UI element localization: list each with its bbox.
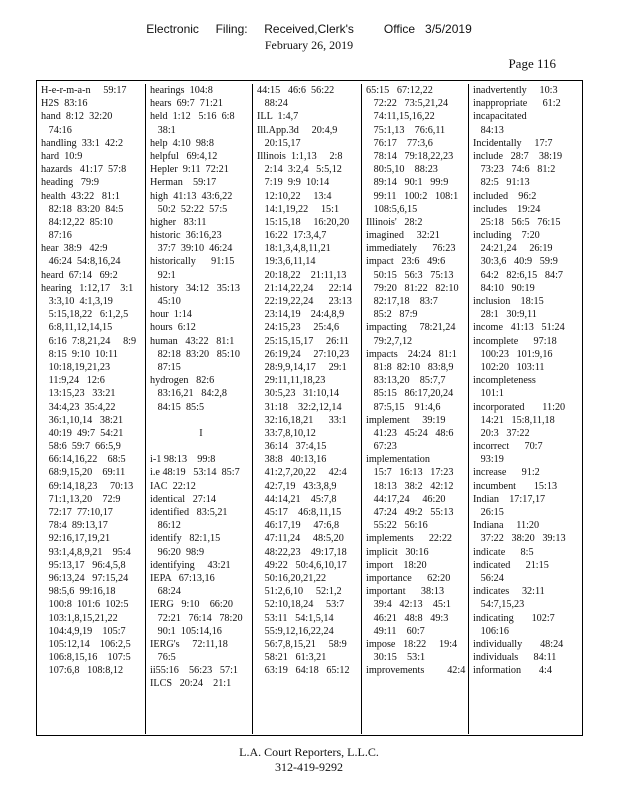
index-entry-line: 25:15,15,17 26:11	[257, 335, 349, 347]
index-entry-line: Indiana 11:20	[473, 520, 540, 532]
index-entry-line: 100:23 101:9,16	[473, 348, 553, 360]
index-entry-line: 87:5,15 91:4,6	[366, 401, 441, 413]
index-entry-line: 29:11,11,18,23	[257, 375, 326, 387]
index-entry-line: increase 91:2	[473, 467, 540, 479]
index-entry-line: 55:9,12,16,22,24	[257, 625, 334, 637]
index-entry-line: 80:5,10 88:23	[366, 164, 438, 176]
index-entry-line: 68:24	[150, 586, 181, 598]
index-column-5	[468, 84, 582, 734]
index-entry-line: 106:8,15,16 107:5	[41, 652, 131, 664]
index-entry-line: 41:2,7,20,22 42:4	[257, 467, 347, 479]
index-entry-line	[150, 440, 252, 453]
index-entry-line: 74:16	[41, 124, 72, 136]
index-entry-line: 21:14,22,24 22:14	[257, 282, 352, 294]
index-entry-line: 64:2 82:6,15 84:7	[473, 269, 563, 281]
index-entry-line: 51:2,6,10 52:1,2	[257, 586, 342, 598]
index-entry-line: 26:19,24 27:10,23	[257, 348, 350, 360]
index-entry-line: 32:16,18,21 33:1	[257, 414, 347, 426]
index-entry-line: import 18:20	[366, 559, 427, 571]
index-column-3	[252, 84, 361, 734]
index-entry-line: inappropriate 61:2	[473, 98, 561, 110]
index-entry-line: 33:7,8,10,12	[257, 427, 316, 439]
index-entry-line: high 41:13 43:6,22	[150, 190, 233, 202]
index-entry-line: 8:15 9:10 10:11	[41, 348, 118, 360]
index-entry-line: 28:1 30:9,11	[473, 309, 537, 321]
index-entry-line: 39:4 42:13 45:1	[366, 599, 451, 611]
index-entry-line: 96:13,24 97:15,24	[41, 572, 129, 584]
index-entry-line: 72:22 73:5,21,24	[366, 98, 449, 110]
filing-date: February 26, 2019	[264, 38, 354, 52]
index-entry-line: help 4:10 98:8	[150, 137, 214, 149]
index-column-1	[37, 84, 144, 734]
index-entry-line: 63:19 64:18 65:12	[257, 665, 350, 677]
index-entry-line: 22:19,22,24 23:13	[257, 296, 352, 307]
index-entry-line: 30:3,6 40:9 59:9	[473, 256, 558, 268]
index-entry-line: held 1:12 5:16 6:8	[150, 111, 235, 123]
index-entry-line: 82:18 83:20 84:5	[41, 203, 124, 215]
index-entry-line: heard 67:14 69:2	[41, 269, 118, 281]
index-entry-line: 53:11 54:1,5,14	[257, 612, 334, 624]
index-entry-line: 82:5 91:13	[473, 177, 530, 189]
index-entry-line: 106:16	[473, 625, 509, 637]
index-entry-line: 20:18,22 21:11,13	[257, 269, 347, 281]
index-entry-line: included 96:2	[473, 190, 537, 202]
index-entry-line: identify 82:1,15	[150, 533, 221, 545]
index-entry-line: 49:11 60:7	[366, 625, 425, 637]
index-entry-line: 83:13,20 85:7,7	[366, 375, 446, 387]
page-number: Page 116	[508, 56, 556, 71]
index-entry-line: Illinois' 28:2	[366, 216, 423, 228]
index-entry-line: 18:13 38:2 42:12	[366, 480, 454, 492]
index-entry-line: human 43:22 81:1	[150, 335, 235, 347]
index-entry-line: immediately 76:23	[366, 243, 456, 255]
index-entry-line: 24:21,24 26:19	[473, 243, 553, 255]
index-entry-line: 67:23	[366, 441, 397, 453]
index-entry-line: include 28:7 38:19	[473, 150, 563, 162]
index-entry-line: 40:19 49:7 54:21	[41, 427, 124, 439]
index-entry-line: 46:21 48:8 49:3	[366, 612, 449, 624]
index-entry-line: implement 39:19	[366, 414, 446, 426]
index-entry-line: historic 36:16,23	[150, 230, 222, 242]
index-entry-line: 65:15 67:12,22	[366, 85, 433, 96]
index-entry-line: 41:23 45:24 48:6	[366, 427, 454, 439]
index-entry-line: 50:15 56:3 75:13	[366, 269, 454, 281]
index-entry-line: Illinois 1:1,13 2:8	[257, 150, 343, 162]
index-entry-line: 23:14,19 24:4,8,9	[257, 309, 345, 321]
index-entry-line: 38:8 40:13,16	[257, 454, 327, 466]
index-entry-line: 7:19 9:9 10:14	[257, 177, 330, 189]
index-entry-line: hours 6:12	[150, 322, 196, 334]
index-entry-line: 19:3,6,11,14	[257, 256, 316, 268]
index-entry-line: 86:12	[150, 520, 181, 532]
index-column-4	[361, 84, 468, 734]
index-entry-line: imagined 32:21	[366, 230, 440, 242]
index-entry-line: hazards 41:17 57:8	[41, 164, 127, 176]
index-entry-line: 20:15,17	[257, 137, 301, 149]
index-entry-line: hydrogen 82:6	[150, 375, 215, 387]
index-entry-line: individuals 84:11	[473, 652, 557, 664]
index-entry-line: 99:11 100:2 108:1	[366, 190, 459, 202]
index-entry-line: income 41:13 51:24	[473, 322, 565, 334]
index-entry-line: 6:16 7:8,21,24 8:9	[41, 335, 137, 347]
index-entry-line: 24:15,23 25:4,6	[257, 322, 340, 334]
index-entry-line: implements 22:22	[366, 533, 453, 545]
index-entry-line: 31:18 32:2,12,14	[257, 401, 342, 413]
index-entry-line: 44:14,21 45:7,8	[257, 493, 337, 505]
index-entry-line: indicating 102:7	[473, 612, 555, 624]
index-entry-line: 10:18,19,21,23	[41, 361, 111, 373]
index-entry-line: 68:9,15,20 69:11	[41, 467, 126, 479]
index-entry-line: 88:24	[257, 98, 288, 110]
index-entry-line: 93:19	[473, 454, 504, 466]
index-entry-line: improvements 42:4	[366, 665, 466, 677]
index-entry-line: history 34:12 35:13	[150, 282, 240, 294]
index-entry-line: includes 19:24	[473, 203, 541, 215]
index-entry-line: IEPA 67:13,16	[150, 572, 215, 584]
index-entry-line: 49:22 50:4,6,10,17	[257, 559, 347, 571]
index-entry-line: 108:5,6,15	[366, 203, 418, 215]
index-entry-line: 72:17 77:10,17	[41, 507, 113, 518]
index-entry-line: 42:7,19 43:3,8,9	[257, 480, 337, 492]
index-entry-line: 15:7 16:13 17:23	[366, 467, 454, 479]
index-entry-line: important 38:13	[366, 586, 445, 598]
index-entry-line: indicate 8:5	[473, 546, 534, 558]
index-entry-line: higher 83:11	[150, 216, 207, 228]
index-entry-line: identified 83:5,21	[150, 507, 228, 518]
index-entry-line: 74:11,15,16,22	[366, 111, 435, 123]
index-entry-line: IAC 22:12	[150, 480, 196, 492]
index-entry-line: indicated 21:15	[473, 559, 549, 571]
index-entry-line: 3:3,10 4:1,3,19	[41, 296, 113, 307]
index-entry-line: 11:9,24 12:6	[41, 375, 105, 387]
index-entry-line: 72:21 76:14 78:20	[150, 612, 243, 624]
index-entry-line: 84:12,22 85:10	[41, 216, 113, 228]
index-entry-line: 85:2 87:9	[366, 309, 418, 321]
index-entry-line: 100:8 101:6 102:5	[41, 599, 129, 611]
index-entry-line: 87:16	[41, 230, 72, 242]
index-entry-line: hearing 1:12,17 3:1	[41, 282, 134, 294]
index-entry-line: 34:4,23 35:4,22	[41, 401, 116, 413]
index-entry-line: 93:1,4,8,9,21 95:4	[41, 546, 131, 558]
index-entry-line: hear 38:9 42:9	[41, 243, 108, 255]
index-entry-line: hour 1:14	[150, 309, 192, 321]
index-entry-line: 2:14 3:2,4 5:5,12	[257, 164, 342, 176]
index-entry-line: impact 23:6 49:6	[366, 256, 446, 268]
index-entry-line: 54:7,15,23	[473, 599, 525, 611]
index-entry-line: 47:24 49:2 55:13	[366, 507, 454, 518]
index-entry-line: identical 27:14	[150, 493, 216, 505]
index-entry-line: Herman 59:17	[150, 177, 217, 189]
index-entry-line: 20:3 37:22	[473, 427, 530, 439]
index-entry-line: 48:22,23 49:17,18	[257, 546, 347, 558]
index-entry-line: 25:18 56:5 76:15	[473, 216, 561, 228]
index-entry-line: 37:7 39:10 46:24	[150, 243, 233, 255]
index-entry-line: H2S 83:16	[41, 98, 88, 110]
index-entry-line: 78:4 89:13,17	[41, 520, 108, 532]
index-entry-line: heading 79:9	[41, 177, 100, 189]
index-entry-line: inclusion 18:15	[473, 296, 544, 307]
index-entry-line: including 7:20	[473, 230, 540, 242]
index-entry-line: 58:6 59:7 66:5,9	[41, 441, 121, 453]
index-entry-line: 83:16,21 84:2,8	[150, 388, 227, 400]
index-entry-line: 105:12,14 106:2,5	[41, 638, 131, 650]
index-entry-line: ILL 1:4,7	[257, 111, 299, 123]
index-entry-line: 46:17,19 47:6,8	[257, 520, 340, 532]
index-entry-line: 6:8,11,12,14,15	[41, 322, 113, 334]
index-entry-line: hearings 104:8	[150, 85, 213, 96]
index-entry-line: inadvertently 10:3	[473, 85, 558, 96]
index-entry-line: IERG's 72:11,18	[150, 638, 228, 650]
index-entry-line: 45:17 46:8,11,15	[257, 507, 342, 518]
index-entry-line: 84:10 90:19	[473, 282, 535, 294]
index-entry-line: 104:4,9,19 105:7	[41, 625, 126, 637]
index-entry-line: 28:9,9,14,17 29:1	[257, 361, 347, 373]
index-entry-line: hand 8:12 32:20	[41, 111, 113, 123]
index-entry-line: ii55:16 56:23 57:1	[150, 665, 239, 677]
index-entry-line: hears 69:7 71:21	[150, 98, 223, 110]
index-entry-line: incumbent 15:13	[473, 480, 558, 492]
index-entry-line	[150, 414, 252, 427]
index-entry-line: 82:18 83:20 85:10	[150, 348, 240, 360]
index-column-2	[145, 84, 252, 734]
index-entry-line: 90:1 105:14,16	[150, 625, 222, 637]
index-entry-line: 50:2 52:22 57:5	[150, 203, 228, 215]
index-entry-line: 107:6,8 108:8,12	[41, 665, 124, 677]
index-entry-line: 76:17 77:3,6	[366, 137, 433, 149]
index-entry-line: 46:24 54:8,16,24	[41, 256, 121, 268]
index-entry-line: 14:21 15:8,11,18	[473, 414, 555, 426]
filing-stamp: Electronic Filing: Received,Clerk's Office 3/5/2019	[146, 22, 472, 36]
index-entry-line: incorporated 11:20	[473, 401, 566, 413]
index-entry-line: 102:20 103:11	[473, 361, 545, 373]
index-entry-line: 44:15 46:6 56:22	[257, 85, 335, 96]
index-entry-line: incomplete 97:18	[473, 335, 557, 347]
index-entry-line: 103:1,8,15,21,22	[41, 612, 118, 624]
index-entry-line: 55:22 56:16	[366, 520, 428, 532]
index-entry-line: impacting 78:21,24	[366, 322, 456, 334]
index-entry-line: 98:5,6 99:16,18	[41, 586, 116, 598]
index-entry-line: Hepler 9:11 72:21	[150, 164, 229, 176]
index-entry-line: implementation	[366, 454, 430, 466]
index-entry-line: H-e-r-m-a-n 59:17	[41, 85, 127, 96]
index-entry-line: 71:1,13,20 72:9	[41, 493, 121, 505]
index-entry-line: health 43:22 81:1	[41, 190, 120, 202]
index-entry-line: incapacitated	[473, 111, 527, 123]
index-entry-line: 50:16,20,21,22	[257, 572, 327, 584]
index-entry-line: historically 91:15	[150, 256, 235, 268]
index-entry-line: 73:23 74:6 81:2	[473, 164, 556, 176]
index-entry-line: Ill.App.3d 20:4,9	[257, 124, 338, 136]
index-entry-line: 79:20 81:22 82:10	[366, 282, 459, 294]
index-entry-line: 78:14 79:18,22,23	[366, 150, 454, 162]
index-entry-line: 47:11,24 48:5,20	[257, 533, 344, 545]
index-entry-line: 44:17,24 46:20	[366, 493, 446, 505]
index-entry-line: individually 48:24	[473, 638, 564, 650]
index-entry-line: 82:17,18 83:7	[366, 296, 438, 307]
index-entry-line: 76:5	[150, 652, 176, 664]
index-entry-line: incorrect 70:7	[473, 441, 543, 453]
index-entry-line: 30:5,23 31:10,14	[257, 388, 340, 400]
index-entry-line: 84:13	[473, 124, 504, 136]
index-entry-line: impose 18:22 19:4	[366, 638, 458, 650]
index-entry-line: information 4:4	[473, 665, 552, 677]
footer-company: L.A. Court Reporters, L.L.C.	[239, 745, 379, 759]
index-entry-line: ILCS 20:24 21:1	[150, 678, 232, 690]
index-entry-line: importance 62:20	[366, 572, 451, 584]
index-entry-line: 18:1,3,4,8,11,21	[257, 243, 331, 255]
index-entry-line: i.e 48:19 53:14 85:7	[150, 467, 240, 479]
index-entry-line: 66:14,16,22 68:5	[41, 454, 126, 466]
index-entry-line: 56:24	[473, 572, 504, 584]
index-entry-line: 45:10	[150, 296, 181, 307]
index-entry-line: 95:13,17 96:4,5,8	[41, 559, 126, 571]
index-entry-line: 92:16,17,19,21	[41, 533, 111, 545]
index-entry-line: impacts 24:24 81:1	[366, 348, 457, 360]
index-entry-line: 37:22 38:20 39:13	[473, 533, 566, 545]
index-entry-line: 38:1	[150, 124, 176, 136]
index-entry-line: 36:14 37:4,15	[257, 441, 327, 453]
index-entry-line: 75:1,13 76:6,11	[366, 124, 446, 136]
index-entry-line: 13:15,23 33:21	[41, 388, 116, 400]
index-entry-line: indicates 32:11	[473, 586, 545, 598]
index-entry-line: Indian 17:17,17	[473, 493, 546, 505]
index-entry-line: implicit 30:16	[366, 546, 429, 558]
index-entry-line: handling 33:1 42:2	[41, 137, 124, 149]
index-entry-line: 14:1,19,22 15:1	[257, 203, 340, 215]
section-letter: I	[199, 427, 203, 439]
index-entry-line: incompleteness	[473, 375, 536, 387]
index-entry-line: 58:21 61:3,21	[257, 652, 327, 664]
index-entry-line: helpful 69:4,12	[150, 150, 218, 162]
index-entry-line: 92:1	[150, 269, 176, 281]
index-entry-line: 36:1,10,14 38:21	[41, 414, 124, 426]
index-entry-line: 81:8 82:10 83:8,9	[366, 361, 454, 373]
index-entry-line: 85:15 86:17,20,24	[366, 388, 454, 400]
index-entry-line: IERG 9:10 66:20	[150, 599, 233, 611]
index-entry-line: 12:10,22 13:4	[257, 190, 332, 202]
footer-phone: 312-419-9292	[275, 760, 343, 774]
index-entry-line: 69:14,18,23 70:13	[41, 480, 134, 492]
index-entry-line: 30:15 53:1	[366, 652, 426, 664]
index-entry-line: 87:15	[150, 361, 181, 373]
index-entry-line: Incidentally 17:7	[473, 137, 553, 149]
index-entry-line: 89:14 90:1 99:9	[366, 177, 449, 189]
index-entry-line: identifying 43:21	[150, 559, 231, 571]
index-entry-line: 84:15 85:5	[150, 401, 205, 413]
index-entry-line: 79:2,7,12	[366, 335, 413, 347]
index-entry-line: 16:22 17:3,4,7	[257, 230, 327, 242]
index-entry-line: i-1 98:13 99:8	[150, 454, 216, 466]
index-entry-line: 96:20 98:9	[150, 546, 205, 558]
index-entry-line: 56:7,8,15,21 58:9	[257, 638, 347, 650]
index-entry-line: 101:1	[473, 388, 504, 400]
index-entry-line: 26:15	[473, 507, 504, 518]
index-entry-line: 15:15,18 16:20,20	[257, 216, 350, 228]
index-entry-line: hard 10:9	[41, 150, 83, 162]
index-entry-line: 52:10,18,24 53:7	[257, 599, 345, 611]
index-entry-line: 5:15,18,22 6:1,2,5	[41, 309, 129, 321]
